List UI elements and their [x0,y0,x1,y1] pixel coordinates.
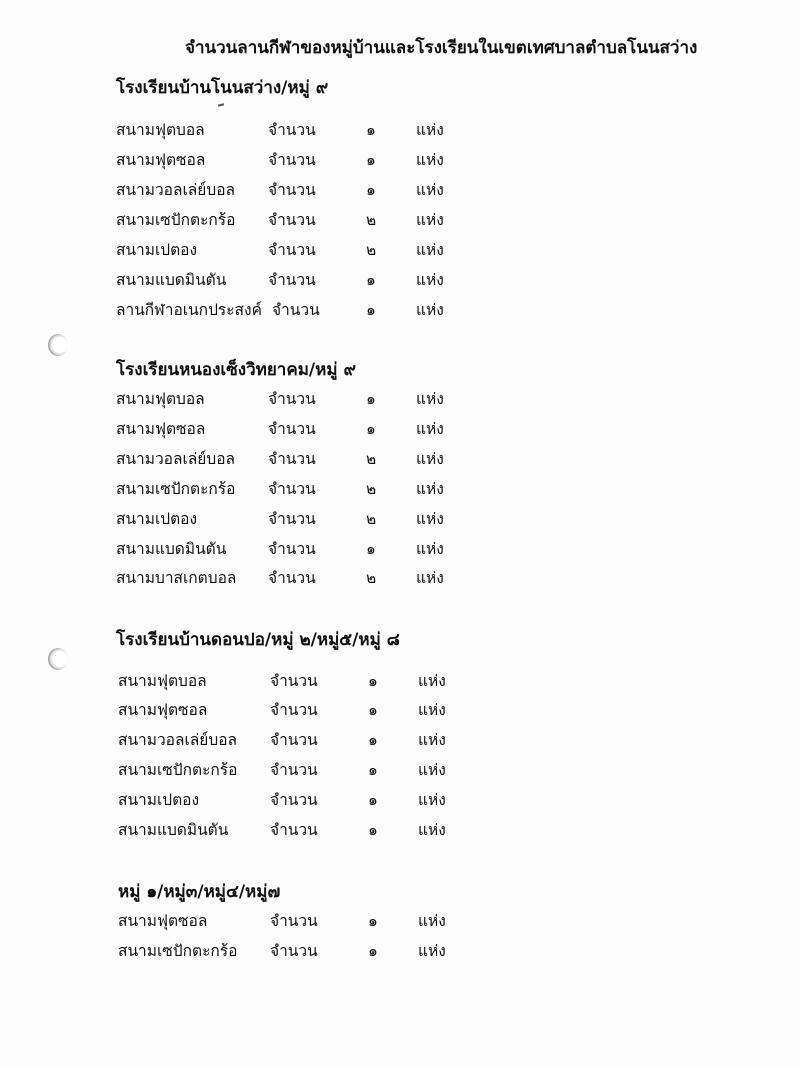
list-item [116,177,476,203]
facility-quantity: ๑ [368,672,378,690]
count-label: จำนวน [268,211,316,229]
facility-quantity: ๒ [366,241,377,259]
section-heading: หมู่ ๑/หมู่๓/หมู่๔/หมู่๗ [118,882,281,902]
facility-quantity: ๑ [368,791,378,809]
count-label: จำนวน [270,701,318,719]
facility-name: สนามวอลเล่ย์บอล [116,181,236,199]
punch-hole-top [48,334,68,356]
facility-name: สนามแบดมินตัน [118,821,229,839]
unit-label: แห่ง [418,912,446,930]
list-item [118,817,478,843]
list-item [116,476,476,502]
facility-name: สนามฟุตซอล [118,912,208,930]
list-item [116,117,476,143]
unit-label: แห่ง [416,540,444,558]
facility-name: สนามฟุตบอล [116,390,205,408]
facility-name: สนามฟุตบอล [118,672,207,690]
facility-name: สนามเปตอง [116,241,198,259]
facility-quantity: ๑ [366,390,376,408]
list-item [118,787,478,813]
count-label: จำนวน [268,540,316,558]
list-item [116,207,476,233]
unit-label: แห่ง [416,480,444,498]
facility-name: สนามเปตอง [116,510,198,528]
unit-label: แห่ง [416,420,444,438]
count-label: จำนวน [270,821,318,839]
facility-quantity: ๑ [366,301,376,319]
facility-quantity: ๑ [366,121,376,139]
facility-name: สนามฟุตซอล [118,701,208,719]
list-item [116,506,476,532]
unit-label: แห่ง [416,151,444,169]
list-item [116,147,476,173]
count-label: จำนวน [268,271,316,289]
facility-name: สนามแบดมินตัน [116,540,227,558]
facility-name: สนามฟุตซอล [116,420,206,438]
section-heading: โรงเรียนบ้านดอนปอ/หมู่ ๒/หมู่๕/หมู่ ๘ [116,630,400,650]
facility-quantity: ๒ [366,211,377,229]
count-label: จำนวน [270,761,318,779]
facility-name: สนามเปตอง [118,791,200,809]
unit-label: แห่ง [418,821,446,839]
count-label: จำนวน [270,731,318,749]
list-item [118,938,478,964]
facility-name: สนามเซปักตะกร้อ [118,761,238,779]
facility-quantity: ๒ [366,480,377,498]
count-label: จำนวน [270,942,318,960]
count-label: จำนวน [268,181,316,199]
list-item [116,565,476,591]
section-heading: โรงเรียนหนองเซ็งวิทยาคม/หมู่ ๙ [116,360,356,380]
document-title: จำนวนลานกีฬาของหมู่บ้านและโรงเรียนในเขตเทศบาลตำบลโนนสว่าง [185,38,698,58]
list-item [116,297,476,323]
count-label: จำนวน [268,390,316,408]
unit-label: แห่ง [418,791,446,809]
unit-label: แห่ง [416,181,444,199]
count-label: จำนวน [270,791,318,809]
list-item [118,668,478,694]
count-label: จำนวน [268,151,316,169]
unit-label: แห่ง [416,450,444,468]
facility-quantity: ๒ [366,450,377,468]
facility-name: สนามเซปักตะกร้อ [116,480,236,498]
list-item [116,416,476,442]
facility-quantity: ๑ [368,701,378,719]
unit-label: แห่ง [418,731,446,749]
unit-label: แห่ง [416,301,444,319]
facility-name: ลานกีฬาอเนกประสงค์ [116,301,262,319]
ink-speck [218,103,224,106]
list-item [116,446,476,472]
facility-quantity: ๑ [366,271,376,289]
list-item [118,908,478,934]
facility-quantity: ๑ [368,912,378,930]
list-item [116,386,476,412]
facility-quantity: ๑ [366,540,376,558]
unit-label: แห่ง [416,569,444,587]
unit-label: แห่ง [416,510,444,528]
count-label: จำนวน [270,912,318,930]
punch-hole-bottom [48,648,68,670]
count-label: จำนวน [268,569,316,587]
unit-label: แห่ง [418,942,446,960]
facility-name: สนามบาสเกตบอล [116,569,237,587]
facility-quantity: ๑ [368,761,378,779]
list-item [118,757,478,783]
count-label: จำนวน [270,672,318,690]
list-item [116,237,476,263]
unit-label: แห่ง [416,241,444,259]
count-label: จำนวน [268,510,316,528]
count-label: จำนวน [272,301,320,319]
facility-quantity: ๑ [368,821,378,839]
unit-label: แห่ง [418,672,446,690]
section-heading: โรงเรียนบ้านโนนสว่าง/หมู่ ๙ [116,78,329,98]
facility-name: สนามฟุตซอล [116,151,206,169]
count-label: จำนวน [268,121,316,139]
list-item [116,267,476,293]
list-item [118,727,478,753]
facility-quantity: ๑ [368,942,378,960]
count-label: จำนวน [268,420,316,438]
unit-label: แห่ง [418,701,446,719]
unit-label: แห่ง [416,211,444,229]
facility-name: สนามวอลเล่ย์บอล [118,731,238,749]
count-label: จำนวน [268,450,316,468]
list-item [118,697,478,723]
unit-label: แห่ง [416,121,444,139]
list-item [116,536,476,562]
facility-quantity: ๒ [366,569,377,587]
facility-quantity: ๑ [366,181,376,199]
facility-quantity: ๑ [366,420,376,438]
facility-quantity: ๒ [366,510,377,528]
facility-name: สนามแบดมินตัน [116,271,227,289]
facility-name: สนามเซปักตะกร้อ [116,211,236,229]
count-label: จำนวน [268,241,316,259]
facility-name: สนามวอลเล่ย์บอล [116,450,236,468]
facility-quantity: ๑ [366,151,376,169]
unit-label: แห่ง [418,761,446,779]
count-label: จำนวน [268,480,316,498]
facility-name: สนามเซปักตะกร้อ [118,942,238,960]
facility-name: สนามฟุตบอล [116,121,205,139]
facility-quantity: ๑ [368,731,378,749]
unit-label: แห่ง [416,271,444,289]
unit-label: แห่ง [416,390,444,408]
